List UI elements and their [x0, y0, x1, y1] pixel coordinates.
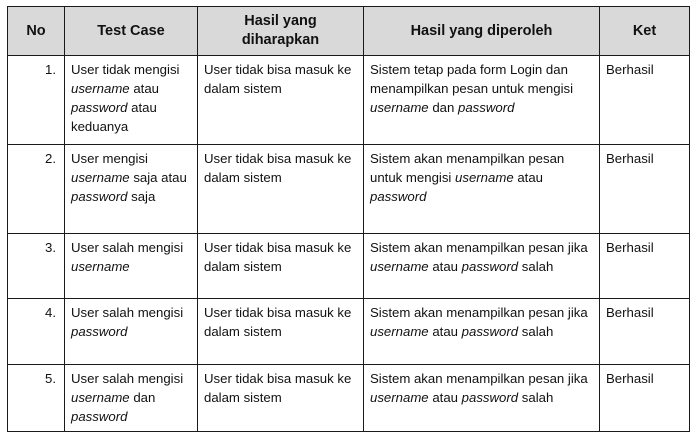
text-segment: atau: [428, 259, 462, 274]
cell-expected: User tidak bisa masuk ke dalam sistem: [198, 145, 364, 234]
cell-ket: Berhasil: [600, 145, 690, 234]
cell-ket: Berhasil: [600, 234, 690, 299]
cell-expected: User tidak bisa masuk ke dalam sistem: [198, 299, 364, 365]
text-segment: salah: [518, 390, 554, 405]
text-segment: Sistem akan menampilkan pesan jika: [370, 240, 588, 255]
cell-no: 2.: [8, 145, 65, 234]
header-no: No: [8, 7, 65, 56]
header-row: [8, 7, 690, 56]
text-segment: dan: [129, 390, 156, 405]
italic-term: username: [455, 170, 514, 185]
cell-test-case: [65, 299, 198, 365]
text-segment: User mengisi: [71, 151, 148, 166]
text-segment: dan: [428, 100, 458, 115]
cell-no: 4.: [8, 299, 65, 365]
text-segment: Sistem akan menampilkan pesan jika: [370, 305, 588, 320]
italic-term: password: [71, 189, 128, 204]
text-segment: Sistem tetap pada form Login dan menampilkan pesan untuk mengisi: [370, 62, 574, 96]
italic-term: password: [71, 100, 128, 115]
text-segment: User tidak mengisi: [71, 62, 180, 77]
cell-expected: User tidak bisa masuk ke dalam sistem: [198, 234, 364, 299]
table-body: [8, 56, 690, 432]
cell-test-case: [65, 365, 198, 432]
text-segment: User salah mengisi: [71, 305, 184, 320]
italic-term: password: [461, 324, 519, 339]
text-segment: salah: [518, 324, 554, 339]
header-expected-line2: diharapkan: [241, 32, 320, 48]
text-segment: saja atau: [129, 170, 187, 185]
italic-term: username: [71, 170, 130, 185]
italic-term: password: [370, 189, 427, 204]
text-segment: salah: [518, 259, 554, 274]
cell-test-case: [65, 234, 198, 299]
table-row: [8, 56, 690, 145]
italic-term: username: [370, 100, 429, 115]
cell-no: 3.: [8, 234, 65, 299]
header-expected-line1: Hasil yang: [244, 13, 317, 29]
header-actual: Hasil yang diperoleh: [364, 7, 600, 56]
cell-actual: [364, 365, 600, 432]
table-header: [8, 7, 690, 56]
cell-actual: [364, 234, 600, 299]
cell-expected: User tidak bisa masuk ke dalam sistem: [198, 56, 364, 145]
italic-term: password: [458, 100, 515, 115]
cell-actual: [364, 145, 600, 234]
cell-no: 1.: [8, 56, 65, 145]
cell-actual: [364, 299, 600, 365]
italic-term: username: [370, 324, 429, 339]
text-segment: Sistem akan menampilkan pesan jika: [370, 371, 588, 386]
italic-term: password: [71, 409, 128, 424]
italic-term: username: [370, 259, 429, 274]
cell-ket: Berhasil: [600, 365, 690, 432]
cell-test-case: [65, 145, 198, 234]
text-segment: atau: [428, 390, 462, 405]
text-segment: User salah mengisi: [71, 240, 184, 255]
italic-term: username: [71, 390, 130, 405]
cell-actual: [364, 56, 600, 145]
table-row: [8, 299, 690, 365]
italic-term: username: [71, 259, 130, 274]
text-segment: atau: [129, 81, 159, 96]
cell-expected: User tidak bisa masuk ke dalam sistem: [198, 365, 364, 432]
italic-term: password: [461, 259, 519, 274]
italic-term: username: [370, 390, 429, 405]
test-case-table: [7, 6, 690, 432]
italic-term: username: [71, 81, 130, 96]
table-row: [8, 365, 690, 432]
italic-term: password: [71, 324, 128, 339]
text-segment: atau: [513, 170, 544, 185]
header-test-case: Test Case: [65, 7, 198, 56]
cell-test-case: [65, 56, 198, 145]
cell-no: 5.: [8, 365, 65, 432]
text-segment: User salah mengisi: [71, 371, 184, 386]
text-segment: atau keduanya: [71, 100, 157, 134]
cell-ket: Berhasil: [600, 299, 690, 365]
text-segment: saja: [127, 189, 156, 204]
table-row: [8, 145, 690, 234]
italic-term: password: [461, 390, 519, 405]
table-row: [8, 234, 690, 299]
cell-ket: Berhasil: [600, 56, 690, 145]
header-expected: [198, 7, 364, 56]
text-segment: Sistem akan menampilkan pesan untuk mengisi: [370, 151, 565, 185]
header-ket: Ket: [600, 7, 690, 56]
text-segment: atau: [428, 324, 462, 339]
